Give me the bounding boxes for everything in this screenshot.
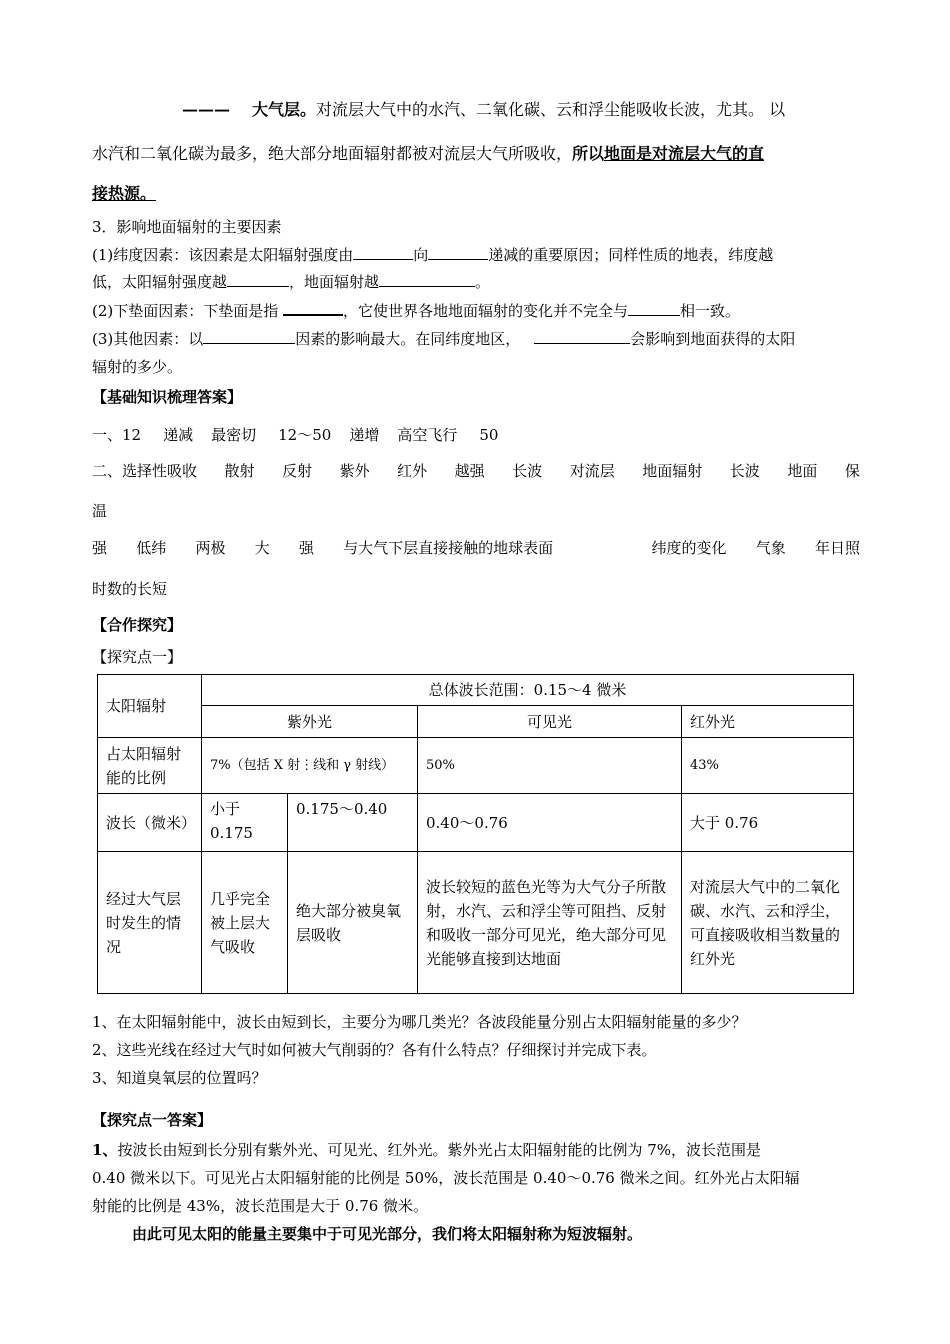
ans: 越强 bbox=[454, 462, 485, 480]
section3-title: 3．影响地面辐射的主要因素 bbox=[92, 218, 282, 236]
cell-ir-wavelength: 大于 0.76 bbox=[682, 794, 854, 852]
question-3: 3、知道臭氧层的位置吗？ bbox=[92, 1069, 267, 1087]
p1-c: 递减的重要原因；同样性质的地表，纬度越 bbox=[488, 246, 774, 264]
ans: 反射 bbox=[282, 462, 313, 480]
cell-ir-proportion: 43% bbox=[682, 738, 854, 794]
bold-lead: 大气层。 bbox=[252, 100, 317, 119]
cell-solar-radiation: 太阳辐射 bbox=[98, 675, 202, 738]
intro-line-1 bbox=[92, 100, 860, 120]
p1-f: 。 bbox=[475, 273, 491, 291]
answers-one bbox=[92, 424, 860, 445]
p1-d: 低，太阳辐射强度越 bbox=[92, 273, 228, 291]
answers-two-cont: 温 bbox=[92, 502, 108, 520]
answer1-line1 bbox=[92, 1139, 860, 1160]
ans: 保 bbox=[844, 462, 860, 480]
ans: 二、选择性吸收 bbox=[92, 462, 198, 480]
radiation-table bbox=[97, 674, 854, 994]
cell-uv-proportion: 7%（包括 X 射⋮线和 γ 射线） bbox=[202, 738, 418, 794]
blank[interactable] bbox=[353, 245, 413, 260]
p2-a: (2)下垫面因素：下垫面是指 bbox=[92, 302, 279, 320]
answer1-conclusion: 由此可见太阳的能量主要集中于可见光部分，我们将太阳辐射称为短波辐射。 bbox=[132, 1225, 643, 1243]
answer-text: 按波长由短到长分别有紫外光、可见光、红外光。紫外光占太阳辐射能的比例为 7%，波长范围是 bbox=[117, 1141, 762, 1159]
ans: 递减 bbox=[163, 426, 194, 444]
cell-visible-wavelength: 0.40～0.76 bbox=[418, 794, 682, 852]
blank[interactable] bbox=[428, 245, 488, 260]
cell-uv-wavelength-1: 小于 0.175 bbox=[202, 794, 288, 852]
ans: 红外 bbox=[397, 462, 428, 480]
cell-visible-effect: 波长较短的蓝色光等为大气分子所散射，水汽、云和浮尘等可阻挡、反射和吸收一部分可见光，绝大部分可见光能够直接到达地面 bbox=[418, 852, 682, 994]
ans: 最密切 bbox=[211, 426, 257, 444]
section3-p3-line1 bbox=[92, 328, 860, 349]
ans: 长波 bbox=[729, 462, 760, 480]
ans: 长波 bbox=[512, 462, 543, 480]
ans: 年日照 bbox=[814, 539, 860, 557]
ans: 12～50 bbox=[278, 426, 332, 444]
answer1-line3: 射能的比例是 43%，波长范围是大于 0.76 微米。 bbox=[92, 1197, 429, 1215]
ans: 一、12 bbox=[92, 426, 142, 444]
cell-uv: 紫外光 bbox=[202, 706, 418, 738]
ans: 对流层 bbox=[569, 462, 615, 480]
cell-visible-proportion: 50% bbox=[418, 738, 682, 794]
ans: 紫外 bbox=[339, 462, 370, 480]
cell-uv-effect-1: 几乎完全被上层大气吸收 bbox=[202, 852, 288, 994]
ans: 递增 bbox=[349, 426, 380, 444]
ans: 散射 bbox=[224, 462, 255, 480]
intro-rest: 对流层大气中的水汽、二氧化碳、云和浮尘能吸收长波，尤其。 以 bbox=[316, 100, 786, 119]
cell-uv-wavelength-2: 0.175～0.40 bbox=[288, 794, 418, 852]
section3-p1-line2 bbox=[92, 271, 860, 292]
point1-heading: 【探究点一】 bbox=[92, 648, 183, 666]
p3-c: 会影响到地面获得的太阳 bbox=[630, 330, 796, 348]
blank[interactable] bbox=[379, 272, 475, 287]
answers-three bbox=[92, 537, 860, 558]
cell-proportion-label: 占太阳辐射能的比例 bbox=[98, 738, 202, 794]
answers-two bbox=[92, 460, 860, 481]
p3-a: (3)其他因素：以 bbox=[92, 330, 204, 348]
ans: 低纬 bbox=[136, 539, 167, 557]
ans: 高空飞行 bbox=[397, 426, 458, 444]
answer-number: 1、 bbox=[92, 1141, 118, 1159]
intro-bold-underline: 地面是对流层大气的直 bbox=[604, 144, 765, 163]
ans: 地面辐射 bbox=[642, 462, 703, 480]
ans: 地面 bbox=[787, 462, 818, 480]
coop-heading: 【合作探究】 bbox=[92, 616, 183, 634]
cell-ir: 红外光 bbox=[682, 706, 854, 738]
section3-p1-line1 bbox=[92, 244, 860, 265]
blank[interactable] bbox=[534, 329, 630, 344]
section3-p2 bbox=[92, 300, 860, 321]
question-1: 1、在太阳辐射能中，波长由短到长，主要分为哪几类光？各波段能量分别占太阳辐射能量的多少？ bbox=[92, 1013, 747, 1031]
p2-b: ，它使世界各地地面辐射的变化并不完全与 bbox=[343, 302, 629, 320]
p1-a: (1)纬度因素：该因素是太阳辐射强度由 bbox=[92, 246, 354, 264]
answers-three-cont: 时数的长短 bbox=[92, 580, 168, 598]
cell-wavelength-label: 波长（微米） bbox=[98, 794, 202, 852]
answer1-line2: 0.40 微米以下。可见光占太阳辐射能的比例是 50%，波长范围是 0.40～0.76 微米之间。红外光占太阳辐 bbox=[92, 1169, 800, 1187]
cell-uv-effect-2: 绝大部分被臭氧层吸收 bbox=[288, 852, 418, 994]
answer1-heading: 【探究点一答案】 bbox=[92, 1111, 213, 1129]
cell-visible: 可见光 bbox=[418, 706, 682, 738]
intro-line-3 bbox=[92, 184, 860, 204]
intro-bold: 所以 bbox=[572, 144, 605, 163]
dash: ——— bbox=[182, 100, 230, 119]
ans: 大 bbox=[254, 539, 270, 557]
blank[interactable] bbox=[203, 329, 295, 344]
cell-effect-label: 经过大气层时发生的情况 bbox=[98, 852, 202, 994]
cell-total-range: 总体波长范围：0.15～4 微米 bbox=[202, 675, 854, 706]
blank[interactable] bbox=[227, 272, 289, 287]
ans: 纬度的变化 bbox=[651, 539, 727, 557]
intro-bold-underline-2: 接热源。 bbox=[92, 184, 157, 203]
ans: 50 bbox=[479, 426, 499, 444]
ans: 强 bbox=[298, 539, 314, 557]
answers-heading: 【基础知识梳理答案】 bbox=[92, 388, 243, 406]
intro-text: 水汽和二氧化碳为最多，绝大部分地面辐射都被对流层大气所吸收， bbox=[92, 144, 573, 163]
section3-p3-line2: 辐射的多少。 bbox=[92, 358, 183, 376]
p3-b: 因素的影响最大。在同纬度地区， bbox=[295, 330, 521, 348]
ans: 两极 bbox=[195, 539, 226, 557]
cell-ir-effect: 对流层大气中的二氧化碳、水汽、云和浮尘，可直接吸收相当数量的红外光 bbox=[682, 852, 854, 994]
p1-e: ，地面辐射越 bbox=[289, 273, 380, 291]
blank[interactable] bbox=[283, 300, 343, 316]
ans: 强 bbox=[92, 539, 108, 557]
ans: 气象 bbox=[755, 539, 786, 557]
ans: 与大气下层直接接触的地球表面 bbox=[343, 539, 554, 557]
intro-line-2 bbox=[92, 144, 860, 164]
question-2: 2、这些光线在经过大气时如何被大气削弱的？各有什么特点？仔细探讨并完成下表。 bbox=[92, 1041, 657, 1059]
p2-c: 相一致。 bbox=[680, 302, 741, 320]
p1-b: 向 bbox=[413, 246, 429, 264]
blank[interactable] bbox=[628, 301, 680, 316]
